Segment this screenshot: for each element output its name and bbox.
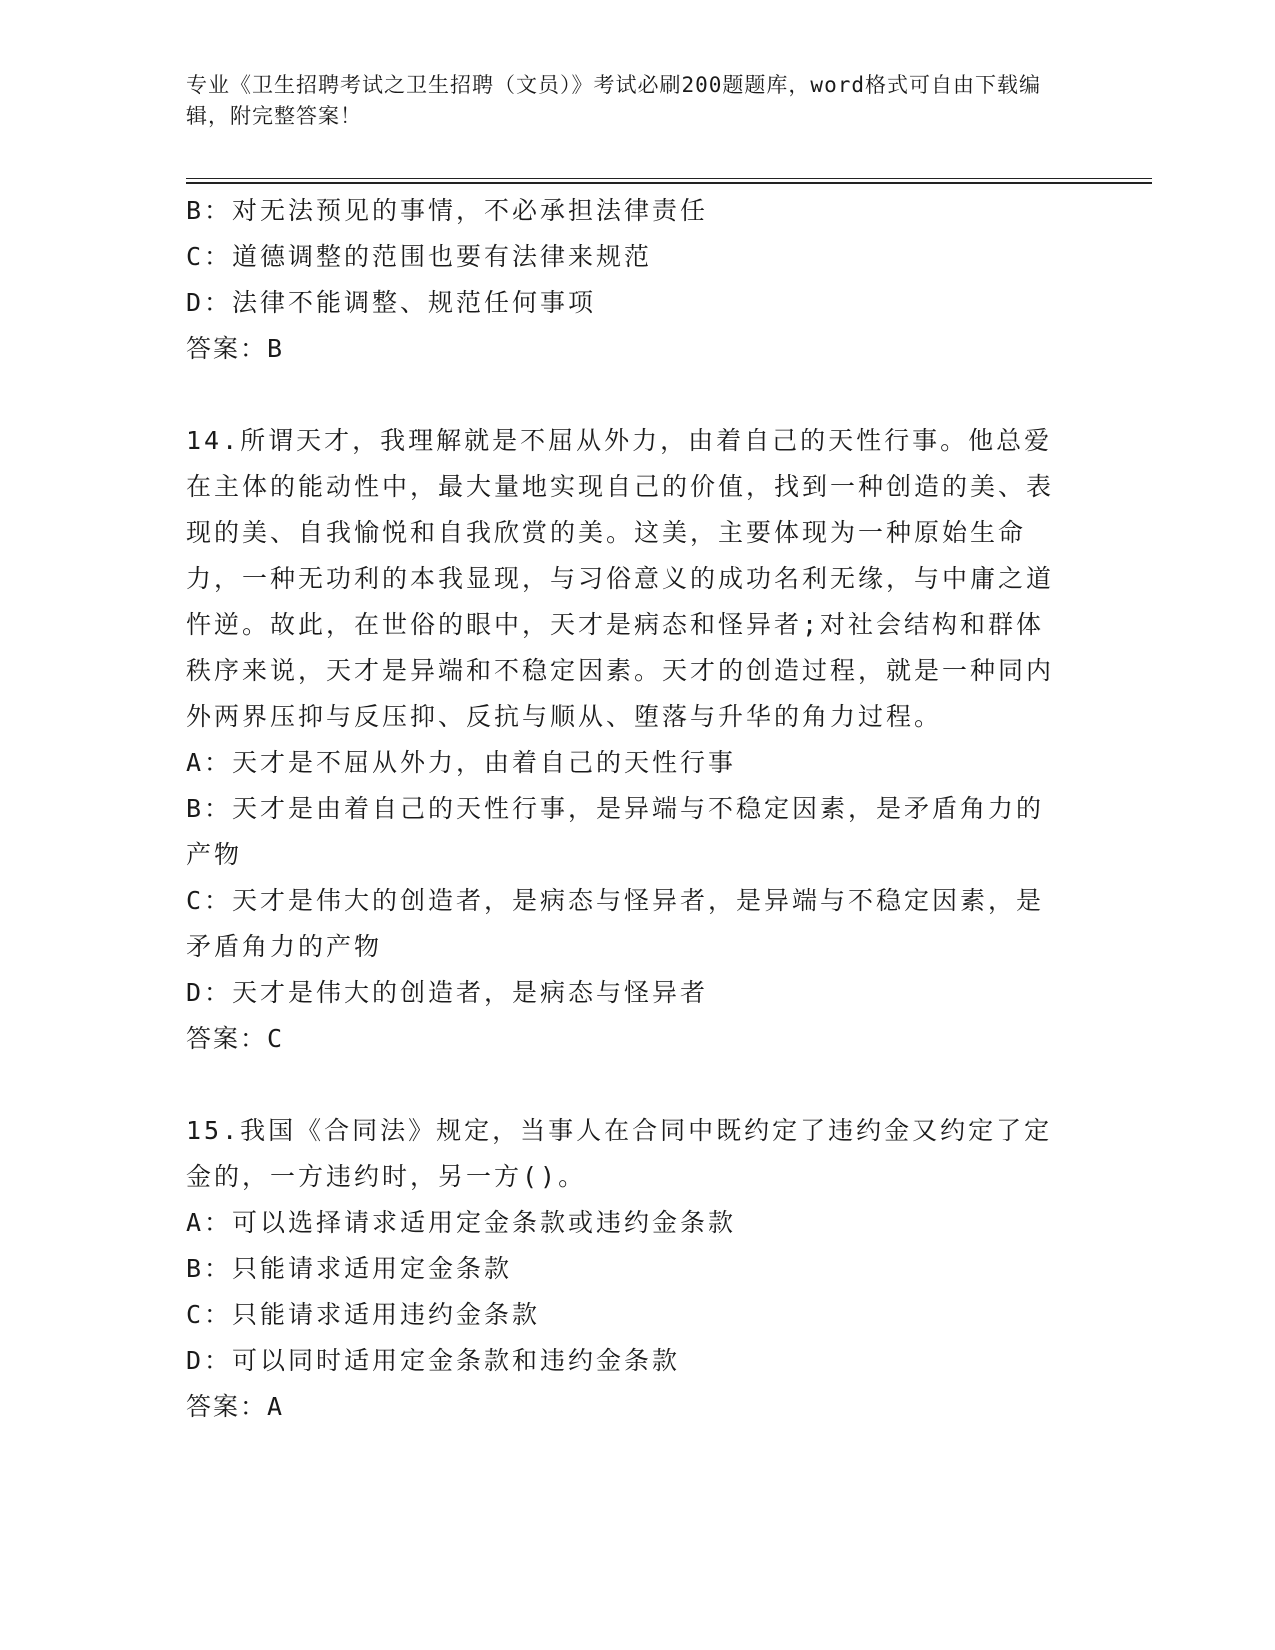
q14-answer: 答案：C	[186, 1024, 285, 1053]
q13-option-b: B：对无法预见的事情，不必承担法律责任	[186, 196, 709, 225]
spacer	[186, 1062, 1066, 1108]
question-14	[186, 418, 1066, 1062]
q14-option-b: B：天才是由着自己的天性行事，是异端与不稳定因素，是矛盾角力的产物	[186, 794, 1045, 869]
q15-stem: 15.我国《合同法》规定，当事人在合同中既约定了违约金又约定了定金的，一方违约时，另一方()。	[186, 1116, 1053, 1191]
q15-option-c: C：只能请求适用违约金条款	[186, 1300, 541, 1329]
question-13-continued	[186, 188, 1066, 372]
page-header	[186, 70, 1066, 132]
q14-option-a: A：天才是不屈从外力，由着自己的天性行事	[186, 748, 737, 777]
header-rule-thick	[186, 182, 1152, 184]
q13-answer: 答案：B	[186, 334, 285, 363]
q15-option-d: D：可以同时适用定金条款和违约金条款	[186, 1346, 681, 1375]
header-rule-thin	[186, 178, 1152, 179]
spacer	[186, 372, 1066, 418]
q15-answer: 答案：A	[186, 1392, 285, 1421]
question-15	[186, 1108, 1066, 1430]
q15-option-b: B：只能请求适用定金条款	[186, 1254, 513, 1283]
q14-stem: 14.所谓天才，我理解就是不屈从外力，由着自己的天性行事。他总爱在主体的能动性中，最大量地实现自己的价值，找到一种创造的美、表现的美、自我愉悦和自我欣赏的美。这美，主要体现为一种原始生命力，一种无功利的本我显现，与习俗意义的成功名利无缘，与中庸之道忤逆。故此，在世俗的眼中，天才是病态和怪异者;对社会结构和群体秩序来说，天才是异端和不稳定因素。天才的创造过程，就是一种同内外两界压抑与反压抑、反抗与顺从、堕落与升华的角力过程。	[186, 426, 1055, 731]
q15-option-a: A：可以选择请求适用定金条款或违约金条款	[186, 1208, 737, 1237]
q13-option-d: D：法律不能调整、规范任何事项	[186, 288, 597, 317]
q13-option-c: C：道德调整的范围也要有法律来规范	[186, 242, 653, 271]
document-header-title: 专业《卫生招聘考试之卫生招聘（文员）》考试必刷200题题库，word格式可自由下载编辑，附完整答案！	[186, 73, 1041, 128]
q14-option-d: D：天才是伟大的创造者，是病态与怪异者	[186, 978, 709, 1007]
q14-option-c: C：天才是伟大的创造者，是病态与怪异者，是异端与不稳定因素，是矛盾角力的产物	[186, 886, 1045, 961]
question-content	[186, 188, 1066, 1430]
